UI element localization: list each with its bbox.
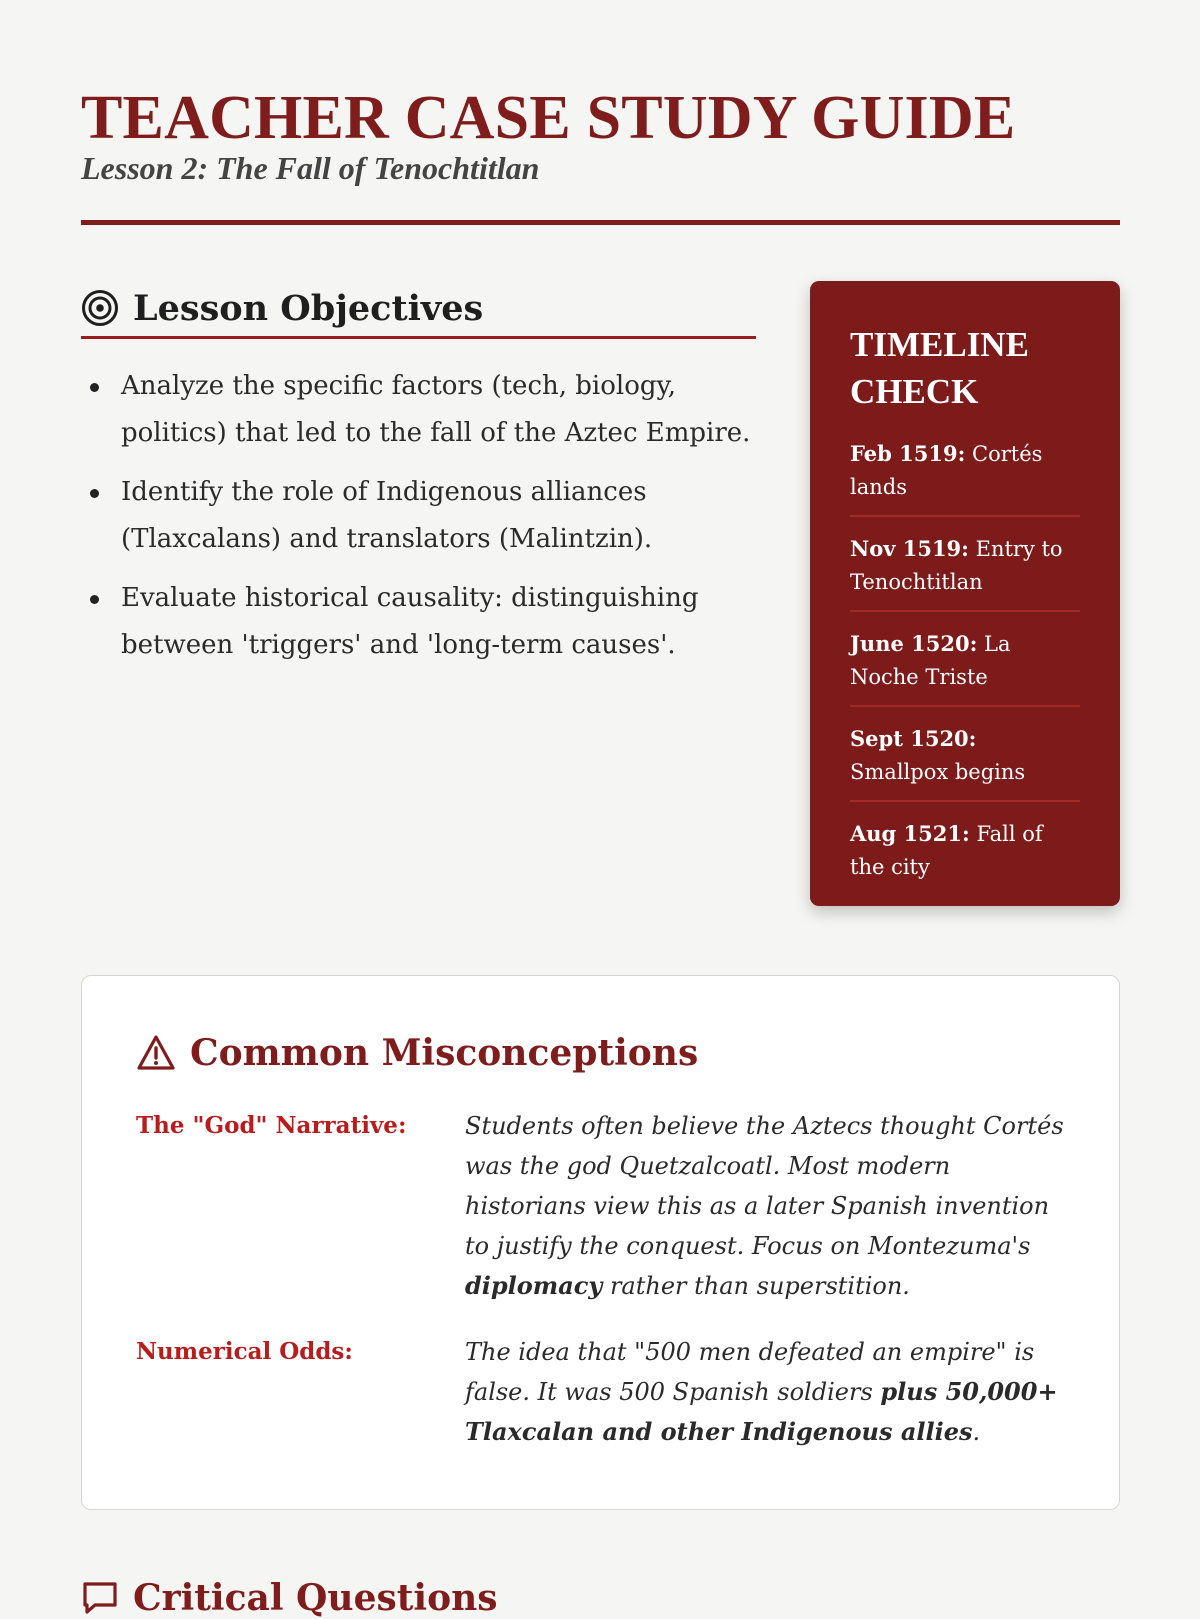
misconception-text-part: rather than superstition. — [602, 1272, 910, 1300]
target-icon — [81, 289, 119, 327]
timeline-date: Feb 1519: — [850, 441, 966, 466]
misconception-text-part: Students often believe the Aztecs thought Cortés was the god Quetzalcoatl. Most modern historians view this as a later Spanish invention to justify the conquest. Focus on Montezuma's — [465, 1112, 1064, 1260]
title-divider — [81, 220, 1120, 225]
misconceptions-header — [136, 1032, 1065, 1074]
timeline-event: Smallpox begins — [850, 760, 1026, 784]
objective-item: Evaluate historical causality: distinguishing between 'triggers' and 'long-term causes'. — [81, 575, 756, 669]
timeline-item — [850, 433, 1080, 517]
timeline-item — [850, 813, 1080, 895]
objective-item: Identify the role of Indigenous alliances (Tlaxcalans) and translators (Malintzin). — [81, 469, 756, 563]
misconception-label: Numerical Odds: — [136, 1338, 353, 1365]
misconception-row — [136, 1106, 1065, 1306]
critical-questions-header — [81, 1578, 498, 1618]
page-title: TEACHER CASE STUDY GUIDE — [81, 84, 1016, 152]
objectives-header — [81, 280, 756, 339]
timeline-item — [850, 623, 1080, 707]
critical-questions-heading: Critical Questions — [133, 1577, 498, 1619]
misconceptions-heading: Common Misconceptions — [190, 1032, 699, 1074]
timeline-heading: TIMELINE CHECK — [850, 325, 1029, 411]
timeline-item — [850, 528, 1080, 612]
misconceptions-card — [81, 975, 1120, 1510]
objectives-heading: Lesson Objectives — [133, 287, 484, 329]
timeline-event: Cortés lands — [850, 442, 1043, 499]
timeline-event: La Noche Triste — [850, 632, 1011, 689]
lesson-objectives-section — [81, 280, 756, 681]
objectives-list — [81, 363, 756, 669]
timeline-date: June 1520: — [850, 631, 978, 656]
timeline-item — [850, 718, 1080, 802]
timeline-card — [810, 281, 1120, 906]
timeline-event: Entry to Tenochtitlan — [850, 537, 1063, 594]
misconception-text — [465, 1332, 1065, 1452]
warning-icon — [136, 1033, 176, 1073]
chat-icon — [81, 1579, 119, 1617]
timeline-date: Sept 1520: — [850, 726, 977, 751]
objective-item: Analyze the specific factors (tech, biology, politics) that led to the fall of the Aztec Empire. — [81, 363, 756, 457]
page-subtitle: Lesson 2: The Fall of Tenochtitlan — [81, 150, 540, 186]
timeline-date: Aug 1521: — [850, 821, 970, 846]
timeline-date: Nov 1519: — [850, 536, 969, 561]
misconception-emphasis: diplomacy — [465, 1271, 603, 1300]
misconception-text-part: . — [972, 1418, 981, 1446]
misconception-text-part: The idea that "500 men defeated an empire" is false. It was 500 Spanish soldiers — [465, 1338, 1035, 1406]
misconception-label: The "God" Narrative: — [136, 1112, 407, 1139]
misconception-row — [136, 1332, 1065, 1452]
misconception-emphasis: plus 50,000+ Tlaxcalan and other Indigenous allies — [465, 1377, 1058, 1446]
misconception-text — [465, 1106, 1065, 1306]
timeline-event: Fall of the city — [850, 822, 1043, 879]
